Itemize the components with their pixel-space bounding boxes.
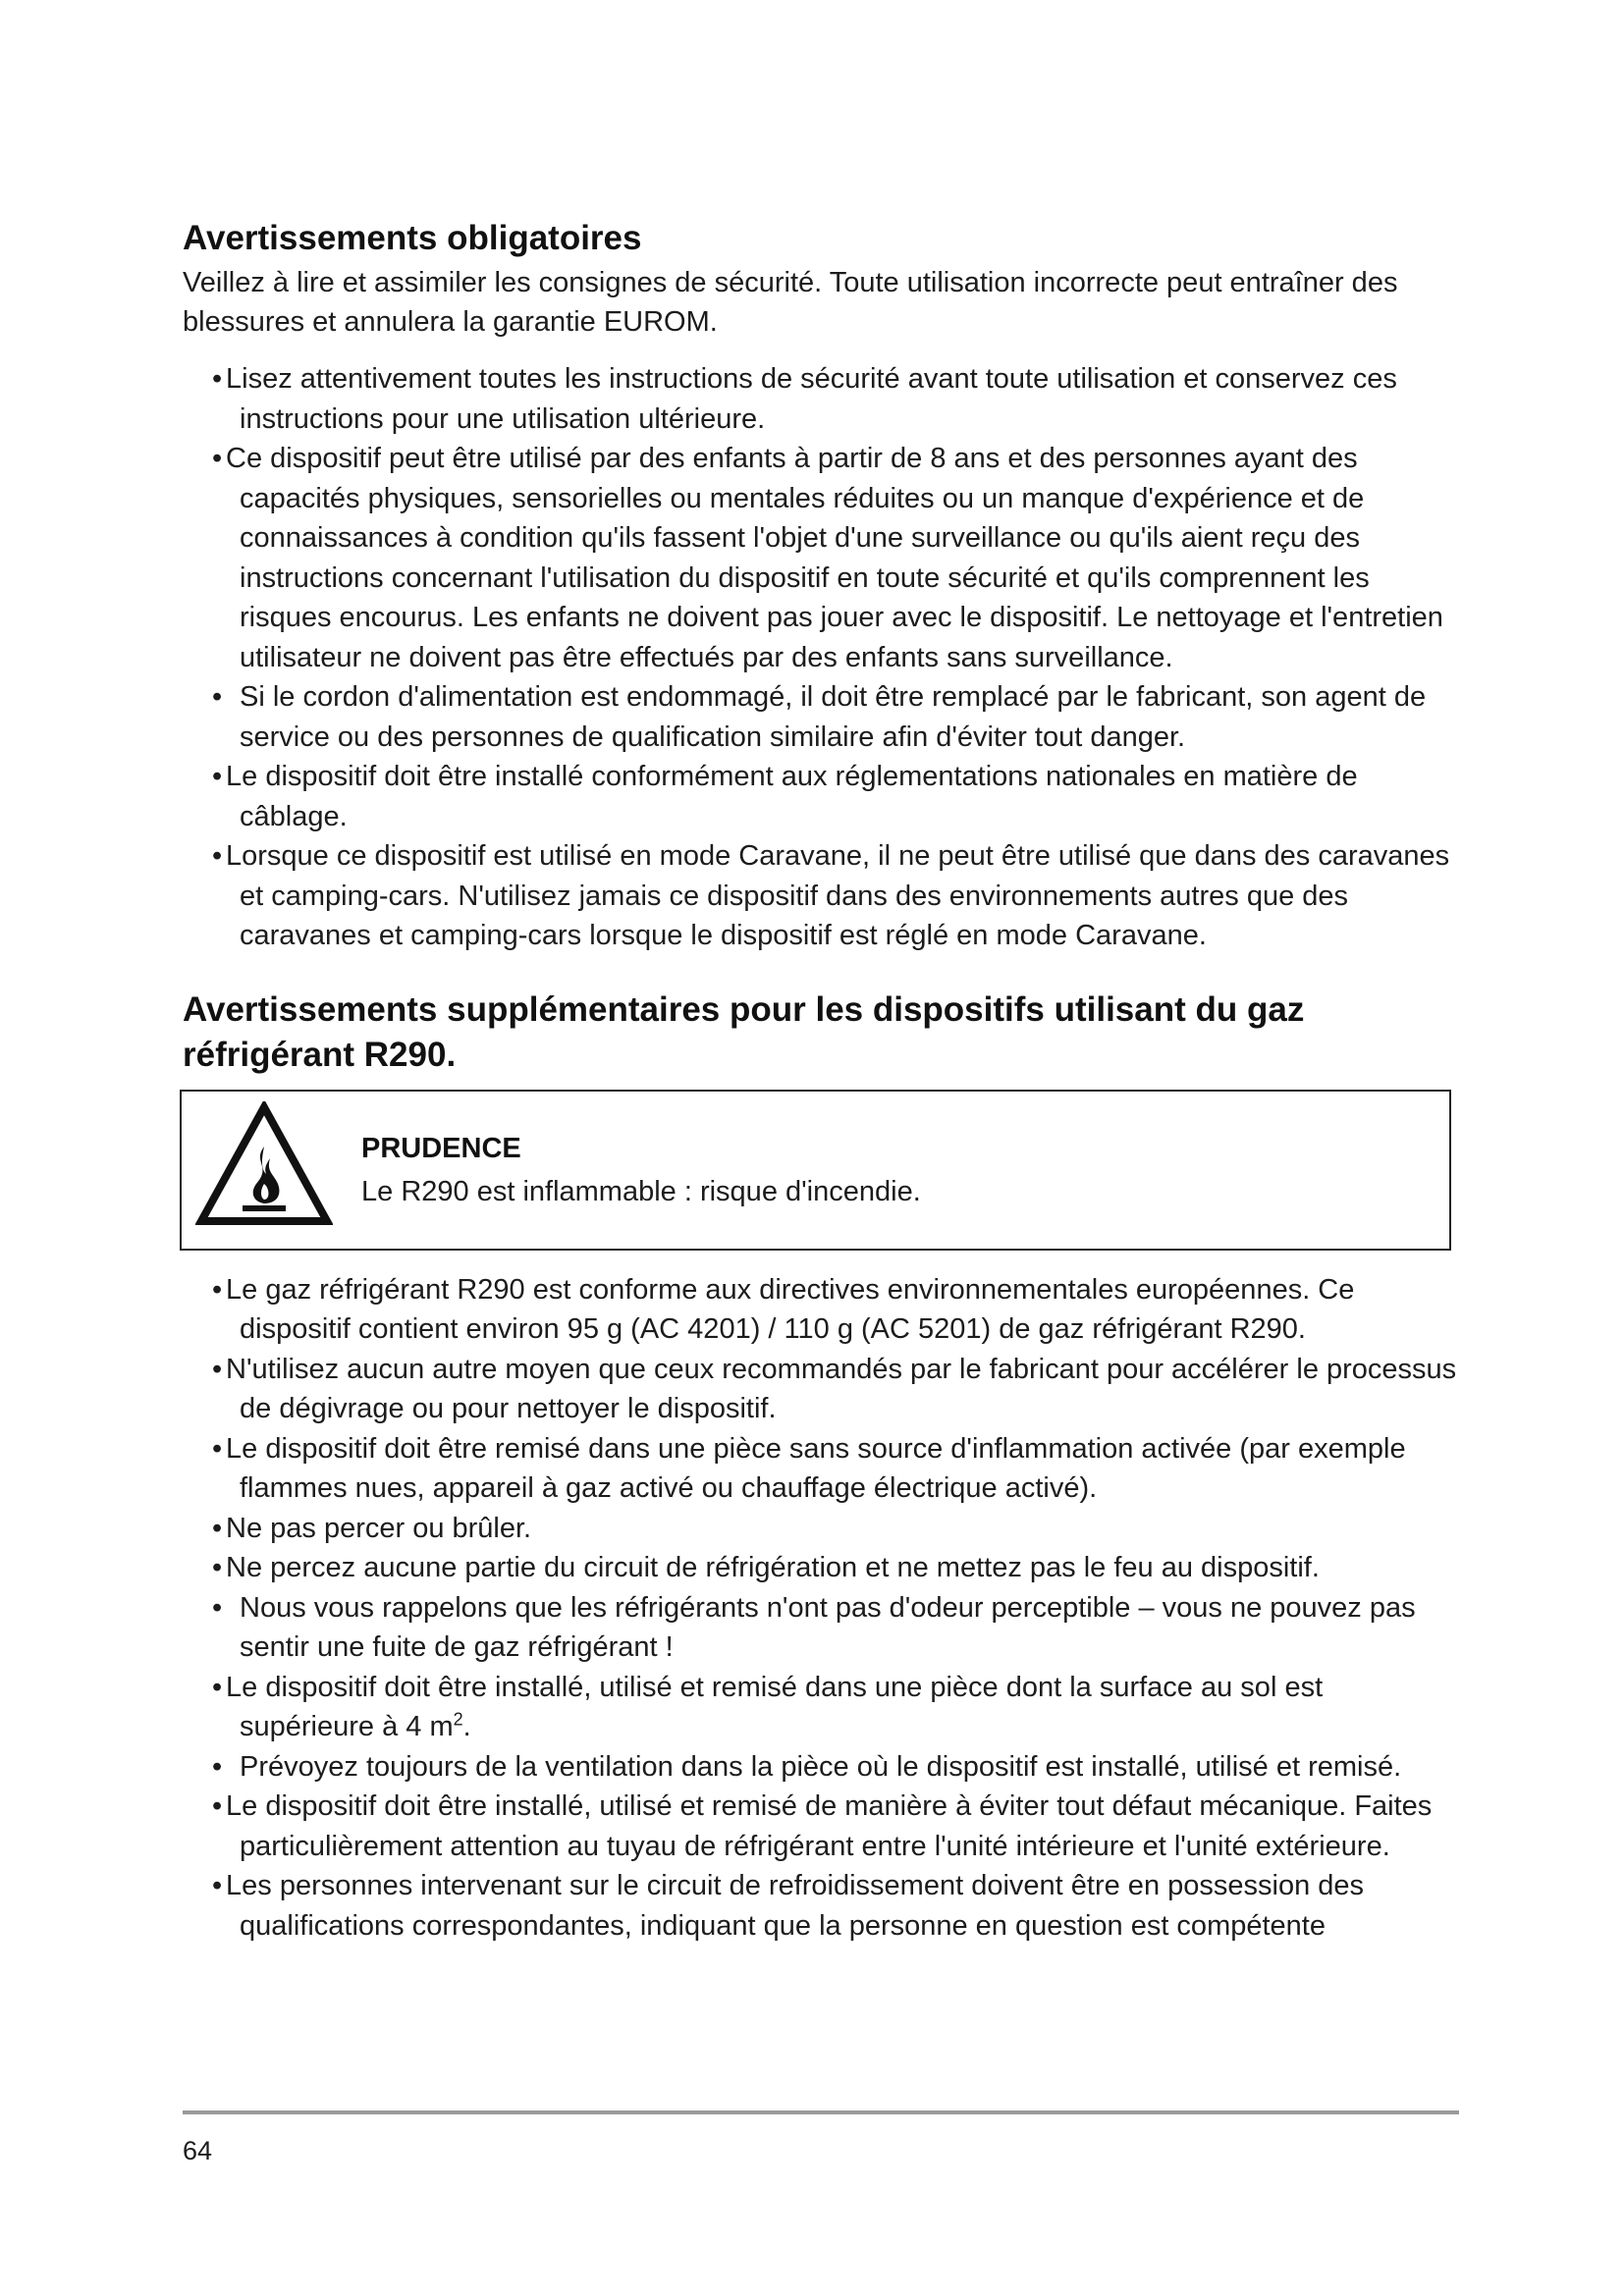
flammable-warning-icon bbox=[195, 1101, 333, 1229]
section-heading-r290-warnings: Avertissements supplémentaires pour les dispositifs utilisant du gaz réfrigérant R290. bbox=[183, 989, 1305, 1074]
caution-title: PRUDENCE bbox=[361, 1132, 521, 1164]
mandatory-warnings-list bbox=[183, 359, 1459, 956]
section-r290 bbox=[183, 988, 1459, 1947]
list-item: • Lorsque ce dispositif est utilisé en mode Caravane, il ne peut être utilisé que dans des caravanes et camping-cars. N'utilisez jamais ce dispositif dans des environnements autres que des caravanes et camping-cars lorsque le dispositif est réglé en mode Caravane. bbox=[212, 840, 1450, 951]
list-item: • Le gaz réfrigérant R290 est conforme aux directives environnementales européennes. Ce dispositif contient environ 95 g (AC 4201) / 110 g (AC 5201) de gaz réfrigérant R290. bbox=[212, 1273, 1355, 1345]
list-item: • Le dispositif doit être remisé dans une pièce sans source d'inflammation activée (par exemple flammes nues, appareil à gaz activé ou chauffage électrique activé). bbox=[212, 1432, 1406, 1504]
list-item: • Ce dispositif peut être utilisé par des enfants à partir de 8 ans et des personnes ayant des capacités physiques, sensorielles ou mentales réduites ou un manque d'expérience et de connaissances à condition qu'ils fassent l'objet d'une surveillance ou qu'ils aient reçu des instructions concernant l'utilisation du dispositif en toute sécurité et qu'ils comprennent les risques encourus. Les enfants ne doivent pas jouer avec le dispositif. Le nettoyage et l'entretien utilisateur ne doivent pas être effectués par des enfants sans surveillance. bbox=[212, 443, 1443, 673]
intro-paragraph: Veillez à lire et assimiler les consignes de sécurité. Toute utilisation incorrecte peut entraîner des blessures et annulera la garantie EUROM. bbox=[183, 267, 1398, 338]
page-content bbox=[183, 216, 1459, 1946]
caution-box bbox=[180, 1090, 1451, 1251]
list-item: • Ne pas percer ou brûler. bbox=[212, 1512, 532, 1544]
list-item: • Les personnes intervenant sur le circuit de refroidissement doivent être en possession des qualifications correspondantes, indiquant que la personne en question est compétente bbox=[212, 1870, 1365, 1942]
caution-text: Le R290 est inflammable : risque d'incendie. bbox=[361, 1175, 921, 1207]
list-item: • Lisez attentivement toutes les instructions de sécurité avant toute utilisation et conservez ces instructions pour une utilisation ultérieure. bbox=[212, 363, 1397, 435]
list-item: • Nous vous rappelons que les réfrigérants n'ont pas d'odeur perceptible – vous ne pouvez pas sentir une fuite de gaz réfrigérant ! bbox=[212, 1591, 1416, 1663]
superscript-2: 2 bbox=[453, 1709, 463, 1730]
list-item: • N'utilisez aucun autre moyen que ceux recommandés par le fabricant pour accélérer le processus de dégivrage ou pour nettoyer le dispositif. bbox=[212, 1353, 1457, 1424]
list-item: • Le dispositif doit être installé, utilisé et remisé dans une pièce dont la surface au sol est supérieure à 4 $m^2$. bbox=[212, 1671, 1324, 1742]
list-item: • Prévoyez toujours de la ventilation dans la pièce où le dispositif est installé, utilisé et remisé. bbox=[212, 1750, 1402, 1783]
list-item: • Ne percez aucune partie du circuit de réfrigération et ne mettez pas le feu au dispositif. bbox=[212, 1552, 1320, 1583]
page-number: 64 bbox=[183, 2136, 213, 2165]
list-item: • Le dispositif doit être installé, utilisé et remisé de manière à éviter tout défaut mécanique. Faites particulièrement attention au tuyau de réfrigérant entre l'unité intérieure et l'unité extérieure. bbox=[212, 1790, 1433, 1862]
r290-warnings-list bbox=[183, 1270, 1459, 1947]
section-heading-mandatory-warnings: Avertissements obligatoires bbox=[183, 219, 642, 257]
footer-divider bbox=[183, 2110, 1459, 2114]
list-item: • Si le cordon d'alimentation est endommagé, il doit être remplacé par le fabricant, son agent de service ou des personnes de qualification similaire afin d'éviter tout danger. bbox=[212, 681, 1427, 753]
list-item: • Le dispositif doit être installé conformément aux réglementations nationales en matière de câblage. bbox=[212, 761, 1358, 832]
